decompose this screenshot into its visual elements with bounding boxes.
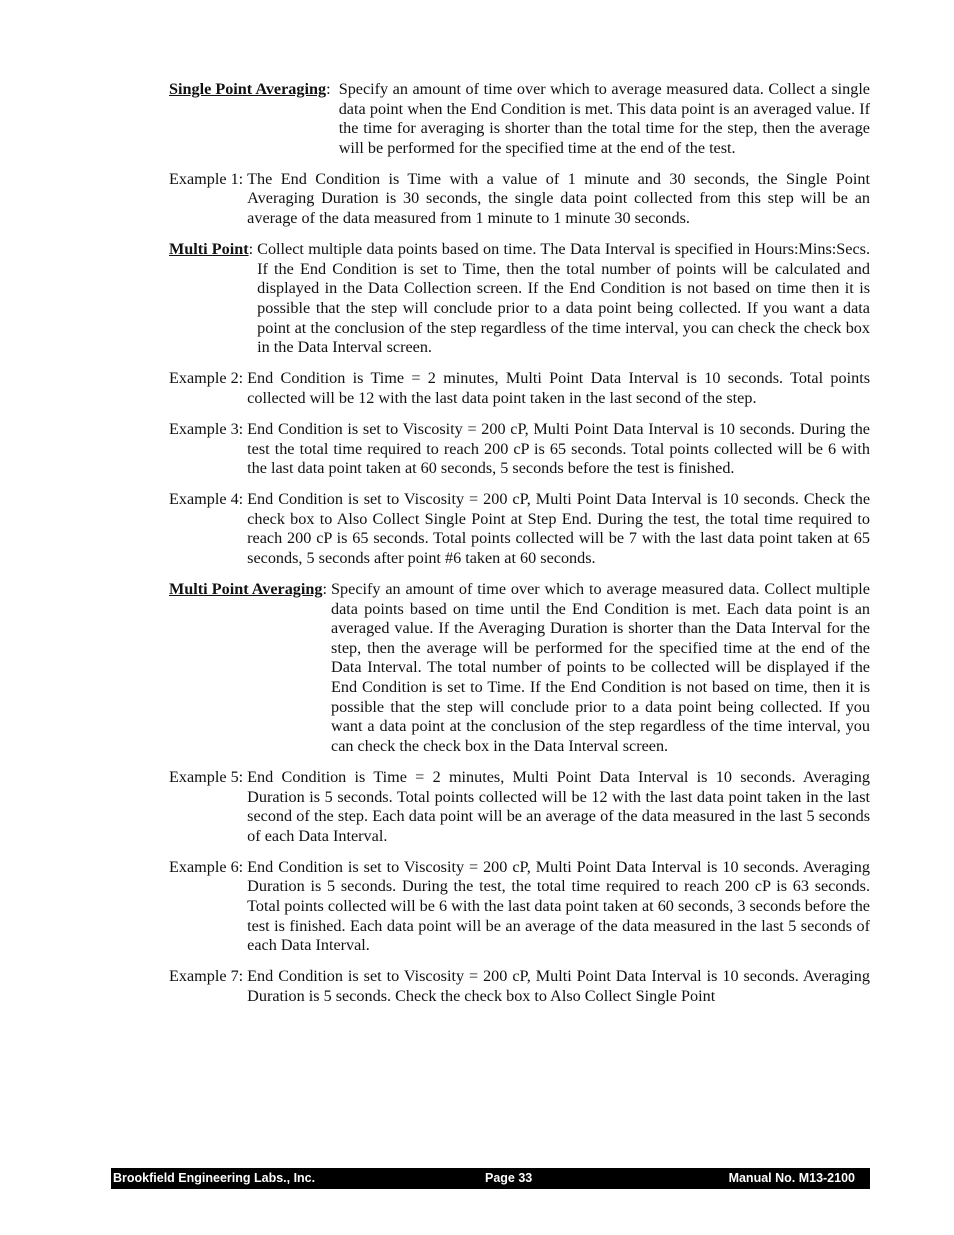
example-5: [169, 768, 870, 846]
example-text: End Condition is set to Viscosity = 200 cP, Multi Point Data Interval is 10 seconds. Averaging Duration is 5 seconds. During the test, the total time required to reach 200 cP is 63 seconds. Total points collected will be 6 with the last data point taken at 60 seconds, 3 seconds before the test is finished. Each data point will be an average of the data measured in the last 5 seconds of each Data Interval.: [247, 857, 870, 955]
term-label: Multi Point: [169, 240, 249, 259]
example-label: Example 1:: [169, 169, 244, 188]
example-6: [169, 858, 870, 956]
footer-page-number: Page 33: [485, 1171, 533, 1185]
term-description: Collect multiple data points based on time. The Data Interval is specified in Hours:Mins:Secs. If the End Condition is set to Time, then the total number of points will be calculated and displayed in the Data Collection screen. If the End Condition is not based on time then it is possible that the step will conclude prior to a data point being collected. If you want a data point at the conclusion of the step regardless of the time interval, you can check the check box in the Data Interval screen.: [257, 240, 870, 357]
term-description: Specify an amount of time over which to average measured data. Collect multiple data points based on time until the End Condition is met. Each data point is an averaged value. If the Averaging Duration is shorter than the Data Interval for the step, then the average will be performed for the specified time at the end of the Data Interval. The total number of points to be collected will be displayed if the End Condition is set to Time. If the End Condition is not based on time, then it is possible that the step will conclude prior to a data point being collected. If you want a data point at the conclusion of the step regardless of the time interval, you can check the check box in the Data Interval screen.: [331, 580, 870, 755]
example-2: [169, 369, 870, 408]
example-1: [169, 170, 870, 229]
example-label: Example 3:: [169, 419, 244, 438]
footer-manual-number: Manual No. M13-2100: [728, 1171, 855, 1185]
example-label: Example 2:: [169, 369, 244, 388]
document-body: [169, 80, 870, 1018]
example-label: Example 7:: [169, 967, 244, 986]
example-label: Example 4:: [169, 490, 244, 509]
example-label: Example 6:: [169, 857, 244, 876]
definition-multi-point-averaging: [169, 580, 870, 756]
example-7: [169, 967, 870, 1006]
term-separator: :: [322, 580, 327, 599]
example-text: End Condition is set to Viscosity = 200 cP, Multi Point Data Interval is 10 seconds. Check the check box to Also Collect Single Point at Step End. During the test, the total time required to reach 200 cP is 65 seconds. Total points collected will be 7 with the last data point taken at 65 seconds, 5 seconds after point #6 taken at 60 seconds.: [247, 490, 870, 567]
example-text: The End Condition is Time with a value of 1 minute and 30 seconds, the Single Point Averaging Duration is 30 seconds, the single data point collected from this step will be an average of the data measured from 1 minute to 1 minute 30 seconds.: [247, 169, 870, 228]
example-4: [169, 490, 870, 568]
example-text: End Condition is Time = 2 minutes, Multi Point Data Interval is 10 seconds. Averaging Duration is 5 seconds. Total points collected will be 12 with the last data point taken in the last second of the step. Each data point will be an average of the data measured in the last 5 seconds of each Data Interval.: [247, 767, 870, 845]
term-label: Multi Point Averaging: [169, 580, 323, 599]
term-description: Specify an amount of time over which to average measured data. Collect a single data point when the End Condition is met. This data point is an averaged value. If the time for averaging is shorter than the total time for the step, then the average will be performed for the specified time at the end of the test.: [338, 80, 870, 157]
example-3: [169, 420, 870, 479]
example-text: End Condition is set to Viscosity = 200 cP, Multi Point Data Interval is 10 seconds. During the test the total time required to reach 200 cP is 65 seconds. Total points collected will be 6 with the last data point taken at 60 seconds, 5 seconds before the test is finished.: [247, 419, 870, 478]
term-separator: :: [326, 80, 331, 98]
example-text: End Condition is set to Viscosity = 200 cP, Multi Point Data Interval is 10 seconds. Averaging Duration is 5 seconds. Check the check box to Also Collect Single Point: [247, 967, 870, 1005]
example-label: Example 5:: [169, 767, 244, 786]
footer-company: Brookfield Engineering Labs., Inc.: [113, 1171, 316, 1185]
definition-multi-point: [169, 240, 870, 358]
term-label: Single Point Averaging: [169, 80, 327, 98]
term-separator: :: [248, 240, 254, 259]
example-text: End Condition is Time = 2 minutes, Multi Point Data Interval is 10 seconds. Total points collected will be 12 with the last data point taken in the last second of the step.: [247, 369, 870, 407]
page-footer: [111, 1168, 870, 1189]
definition-single-point-averaging: [169, 80, 870, 158]
